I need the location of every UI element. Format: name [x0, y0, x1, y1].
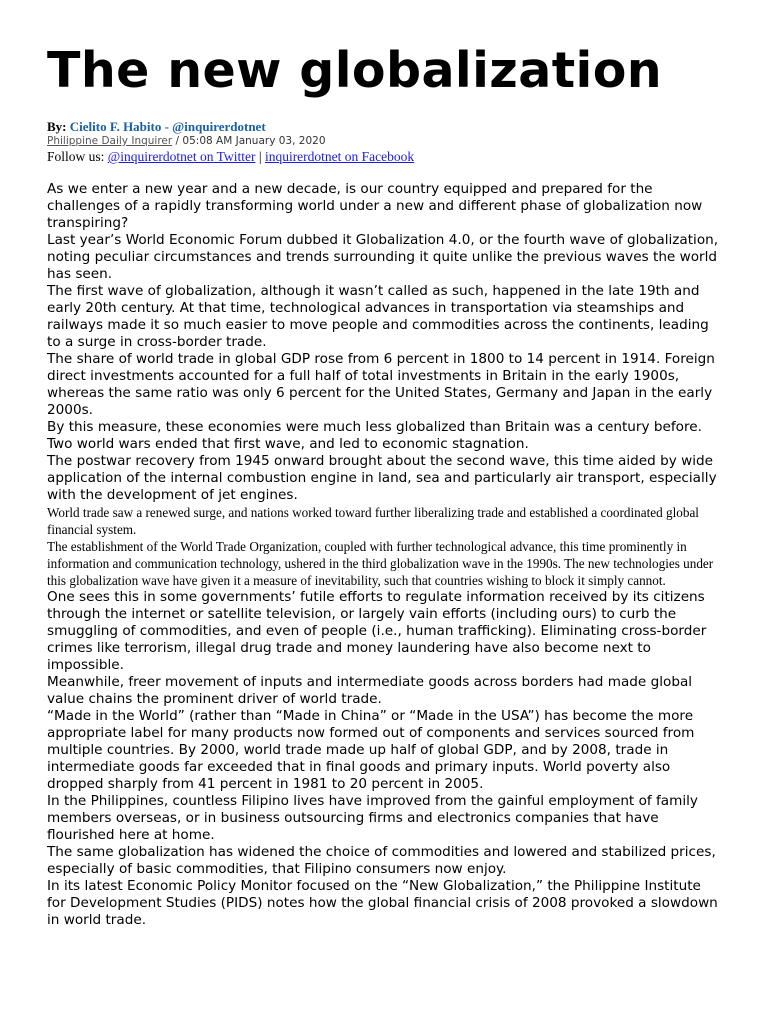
paragraph: By this measure, these economies were much less globalized than Britain was a century before. Two world wars ended that first wave, and led to economic stagnation.: [47, 419, 702, 452]
publication-meta: [47, 135, 326, 148]
paragraph: The same globalization has widened the choice of commodities and lowered and stabilized prices, especially of basic commodities, that Filipino consumers now enjoy.: [47, 844, 716, 877]
paragraph: As we enter a new year and a new decade, is our country equipped and prepared for the challenges of a rapidly transforming world under a new and different phase of globalization now transpiring?: [47, 181, 703, 231]
meta-separator: /: [172, 135, 183, 147]
paragraph: In the Philippines, countless Filipino lives have improved from the gainful employment of family members overseas, or in business outsourcing firms and electronics companies that have flourished here at home.: [47, 793, 698, 843]
paragraph: One sees this in some governments’ futile efforts to regulate information received by its citizens through the internet or satellite television, or largely vain efforts (including ours) to curb the smuggling of commodities, and even of people (i.e., human trafficking). Eliminating cross-border crimes like terrorism, illegal drug trade and money laundering have also become next to impossible.: [47, 589, 707, 673]
follow-us: [47, 149, 414, 165]
paragraph: Last year’s World Economic Forum dubbed it Globalization 4.0, or the fourth wave of globalization, noting peculiar circumstances and trends surrounding it quite unlike the previous waves the world has seen.: [47, 232, 719, 282]
follow-divider: |: [255, 149, 265, 164]
paragraph: The establishment of the World Trade Organization, coupled with further technological advance, this time prominently in information and communication technology, ushered in the third globalization wave in the 1990s. The new technologies under this globalization wave have given it a measure of inevitability, such that countries wishing to block it simply cannot.: [47, 539, 714, 588]
author-name[interactable]: Cielito F. Habito - @inquirerdotnet: [69, 119, 266, 134]
article-body: [47, 181, 723, 929]
paragraph: The share of world trade in global GDP rose from 6 percent in 1800 to 14 percent in 1914. Foreign direct investments accounted for a full half of total investments in Britain in the early 1900s, whereas the same ratio was only 6 percent for the United States, Germany and Japan in the early 2000s.: [47, 351, 715, 418]
paragraph: In its latest Economic Policy Monitor focused on the “New Globalization,” the Philippine Institute for Development Studies (PIDS) notes how the global financial crisis of 2008 provoked a slowdown in world trade.: [47, 878, 718, 928]
paragraph: Meanwhile, freer movement of inputs and intermediate goods across borders had made global value chains the prominent driver of world trade.: [47, 674, 693, 707]
byline-prefix: By:: [47, 119, 67, 134]
publication-link[interactable]: Philippine Daily Inquirer: [47, 135, 173, 147]
byline: [47, 119, 266, 134]
paragraph: “Made in the World” (rather than “Made in China” or “Made in the USA”) has become the more appropriate label for many products now formed out of components and services sourced from multiple countries. By 2000, world trade made up half of global GDP, and by 2008, trade in intermediate goods far exceeded that in final goods and primary inputs. World poverty also dropped sharply from 41 percent in 1981 to 20 percent in 2005.: [47, 708, 695, 792]
paragraph: The first wave of globalization, although it wasn’t called as such, happened in the late 19th and early 20th century. At that time, technological advances in transportation via steamships and railways made it so much easier to move people and commodities across the continents, leading to a surge in cross-border trade.: [47, 283, 709, 350]
facebook-link[interactable]: inquirerdotnet on Facebook: [264, 149, 415, 164]
follow-prefix: Follow us:: [47, 149, 108, 164]
paragraph: World trade saw a renewed surge, and nations worked toward further liberalizing trade and established a coordinated global financial system.: [47, 505, 699, 537]
paragraph: The postwar recovery from 1945 onward brought about the second wave, this time aided by wide application of the internal combustion engine in land, sea and particularly air transport, especially with the development of jet engines.: [47, 453, 717, 503]
article-title: The new globalization: [47, 42, 663, 99]
twitter-link[interactable]: @inquirerdotnet on Twitter: [107, 149, 256, 164]
publish-timestamp: 05:08 AM January 03, 2020: [182, 135, 326, 147]
